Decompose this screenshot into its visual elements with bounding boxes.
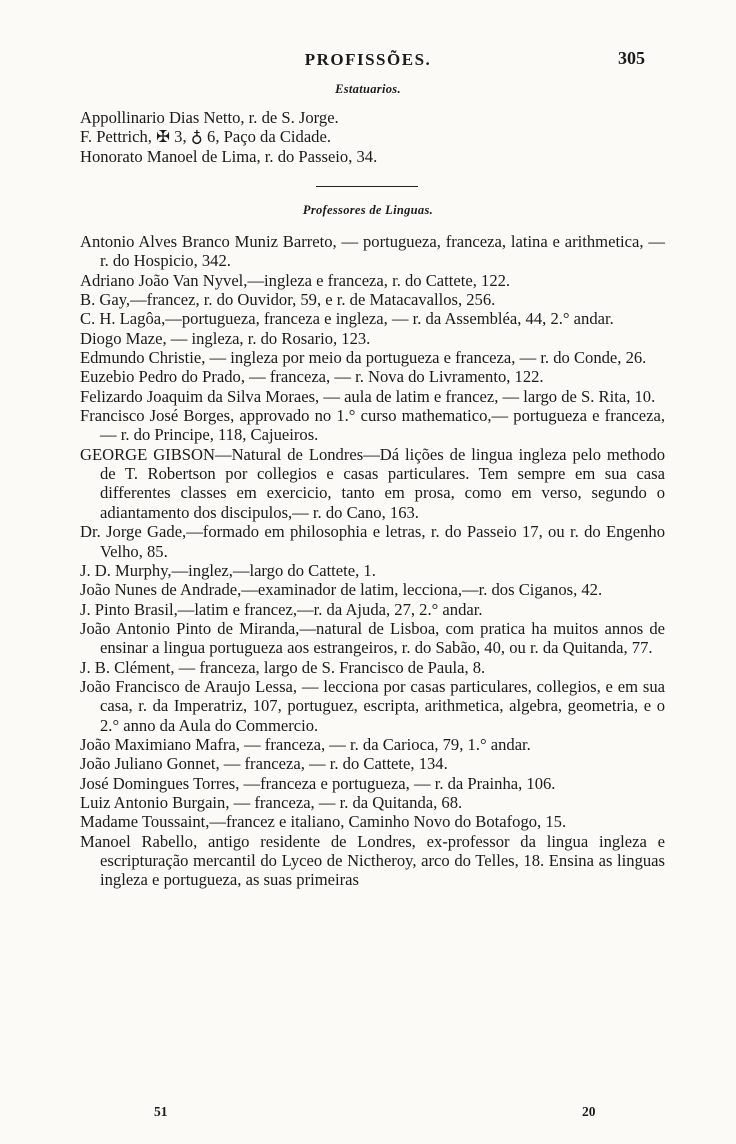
- list-item: Edmundo Christie, — ingleza por meio da portugueza e franceza, — r. do Conde, 26.: [80, 348, 647, 368]
- list-item: J. Pinto Brasil,—latim e francez,—r. da Ajuda, 27, 2.° andar.: [80, 599, 483, 619]
- page-number: 305: [618, 48, 645, 68]
- list-item: Antonio Alves Branco Muniz Barreto, — portugueza, franceza, latina e arithmetica, — r. do Hospicio, 342.: [80, 232, 665, 271]
- list-item: GEORGE GIBSON—Natural de Londres—Dá lições de lingua ingleza pelo methodo de T. Robertson por collegios e casas particulares. Tem sempre em sua casa differentes classes em exercicio, tanto em prosa, como em verso, segundo o adiantamento dos discipulos,— r. do Cano, 163.: [80, 444, 665, 522]
- list-item: Felizardo Joaquim da Silva Moraes, — aula de latim e francez, — largo de S. Rita, 10.: [80, 386, 656, 406]
- list-item: João Maximiano Mafra, — franceza, — r. da Carioca, 79, 1.° andar.: [80, 734, 531, 754]
- list-item: Adriano João Van Nyvel,—ingleza e franceza, r. do Cattete, 122.: [80, 270, 511, 290]
- list-item: João Nunes de Andrade,—examinador de latim, lecciona,—r. dos Ciganos, 42.: [80, 580, 603, 600]
- list-item: Manoel Rabello, antigo residente de Londres, ex-professor da lingua ingleza e escripturação mercantil do Lyceo de Nictheroy, arco do Telles, 18. Ensina as linguas ingleza e portugueza, as suas primeiras: [80, 831, 665, 890]
- list-item: Luiz Antonio Burgain, — franceza, — r. da Quitanda, 68.: [80, 792, 463, 812]
- list-item: J. D. Murphy,—inglez,—largo do Cattete, 1.: [80, 560, 376, 580]
- list-item: C. H. Lagôa,—portugueza, franceza e ingleza, — r. da Assembléa, 44, 2.° andar.: [80, 309, 614, 329]
- page-title: PROFISSÕES.: [304, 50, 432, 69]
- section-estatuarios: [80, 108, 665, 166]
- list-item: F. Pettrich, ✠ 3, ♁ 6, Paço da Cidade.: [80, 127, 331, 147]
- section-divider: [316, 186, 418, 187]
- signature-mark-left: 51: [154, 1104, 168, 1119]
- section-heading-estatuarios: Estatuarios.: [335, 82, 401, 96]
- list-item: José Domingues Torres, —franceza e portugueza, — r. da Prainha, 106.: [80, 773, 556, 793]
- list-item: J. B. Clément, — franceza, largo de S. Francisco de Paula, 8.: [80, 657, 486, 677]
- list-item: Honorato Manoel de Lima, r. do Passeio, 34.: [80, 146, 378, 166]
- list-item: Francisco José Borges, approvado no 1.° curso mathematico,— portugueza e franceza, — r. do Principe, 118, Cajueiros.: [80, 406, 665, 445]
- list-item: João Antonio Pinto de Miranda,—natural de Lisboa, com pratica ha muitos annos de ensinar a lingua portugueza aos estrangeiros, r. do Sabão, 40, ou r. da Quitanda, 77.: [80, 618, 665, 658]
- list-item: João Francisco de Araujo Lessa, — lecciona por casas particulares, collegios, e em sua casa, r. da Imperatriz, 107, portuguez, escripta, arithmetica, algebra, geometria, e o 2.° anno da Aula do Commercio.: [80, 676, 665, 735]
- list-item: Euzebio Pedro do Prado, — franceza, — r. Nova do Livramento, 122.: [80, 367, 544, 387]
- list-item: Diogo Maze, — ingleza, r. do Rosario, 123.: [80, 328, 371, 348]
- list-item: Appollinario Dias Netto, r. de S. Jorge.: [80, 108, 339, 127]
- list-item: Dr. Jorge Gade,—formado em philosophia e letras, r. do Passeio 17, ou r. do Engenho Velho, 85.: [80, 522, 665, 561]
- section-heading-professores: Professores de Linguas.: [302, 203, 434, 217]
- list-item: B. Gay,—francez, r. do Ouvidor, 59, e r. de Matacavallos, 256.: [80, 290, 496, 310]
- list-item: Madame Toussaint,—francez e italiano, Caminho Novo do Botafogo, 15.: [80, 812, 567, 832]
- signature-mark-right: 20: [582, 1104, 596, 1119]
- list-item: João Juliano Gonnet, — franceza, — r. do Cattete, 134.: [80, 754, 448, 774]
- section-professores: [80, 232, 665, 890]
